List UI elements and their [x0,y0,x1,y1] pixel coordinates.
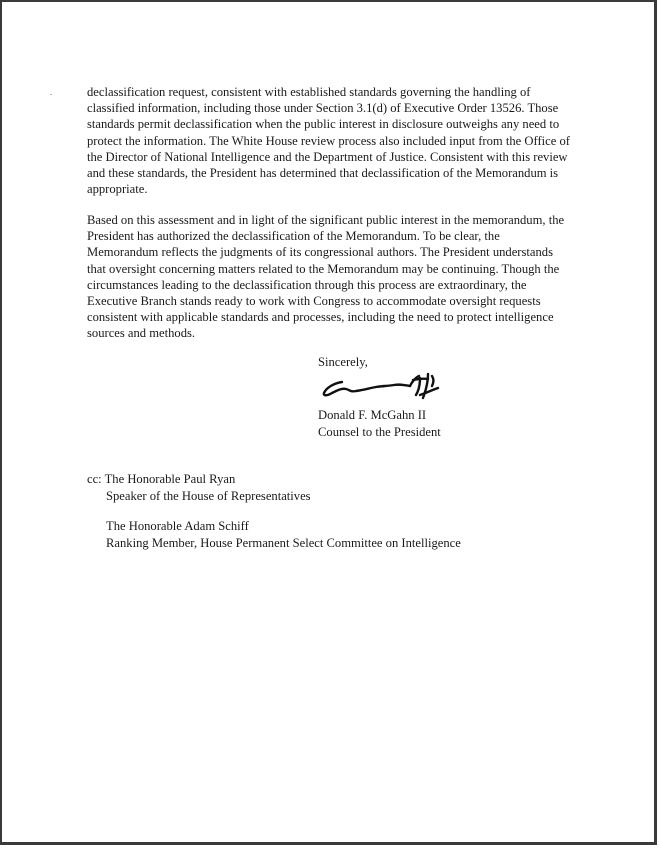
cc-recipient-1-name: cc: The Honorable Paul Ryan [87,472,236,486]
cc-recipient-2-title: Ranking Member, House Permanent Select Committee on Intelligence [106,535,461,550]
cc-recipient-1-title: Speaker of the House of Representatives [106,488,311,503]
paragraph-line: declassification request, consistent with established standards governing the handling of [87,85,531,99]
signer-block [318,407,441,440]
cc-list [87,471,461,551]
paragraph-line: standards permit declassification when the public interest in disclosure outweighs any need to [87,117,560,132]
paragraph-line: Based on this assessment and in light of the significant public interest in the memorandum, the [87,213,565,227]
signer-name: Donald F. McGahn II [318,408,427,422]
paragraph-line: Executive Branch stands ready to work with Congress to accommodate oversight requests [87,294,541,309]
signer-title: Counsel to the President [318,424,441,439]
paragraph-line: sources and methods. [87,326,196,341]
paragraph-line: protect the information. The White House review process also included input from the Office of [87,133,570,148]
paragraph-line: appropriate. [87,182,148,197]
paragraph-line: President has authorized the declassification of the Memorandum. To be clear, the [87,229,500,244]
paragraph-line: the Director of National Intelligence and the Department of Justice. Consistent with this review [87,149,568,164]
paragraph-line: classified information, including those under Section 3.1(d) of Executive Order 13526. Those [87,101,559,116]
cc-recipient-2-name: The Honorable Adam Schiff [106,519,249,533]
body-paragraph-2 [87,212,587,342]
paragraph-line: Memorandum reflects the judgments of its congressional authors. The President understands [87,245,553,260]
closing-salutation: Sincerely, [318,355,368,369]
cc-spacer [87,504,461,518]
paragraph-line: that oversight concerning matters related to the Memorandum may be continuing. Though the [87,261,560,276]
scan-speck [50,94,52,95]
handwritten-signature [320,368,450,402]
paragraph-line: consistent with applicable standards and processes, including the need to protect intelligence [87,310,554,325]
paragraph-line: and these standards, the President has determined that declassification of the Memorandum is [87,166,559,181]
body-paragraph-1 [87,84,587,197]
paragraph-line: circumstances leading to the declassification through this process are extraordinary, the [87,277,527,292]
